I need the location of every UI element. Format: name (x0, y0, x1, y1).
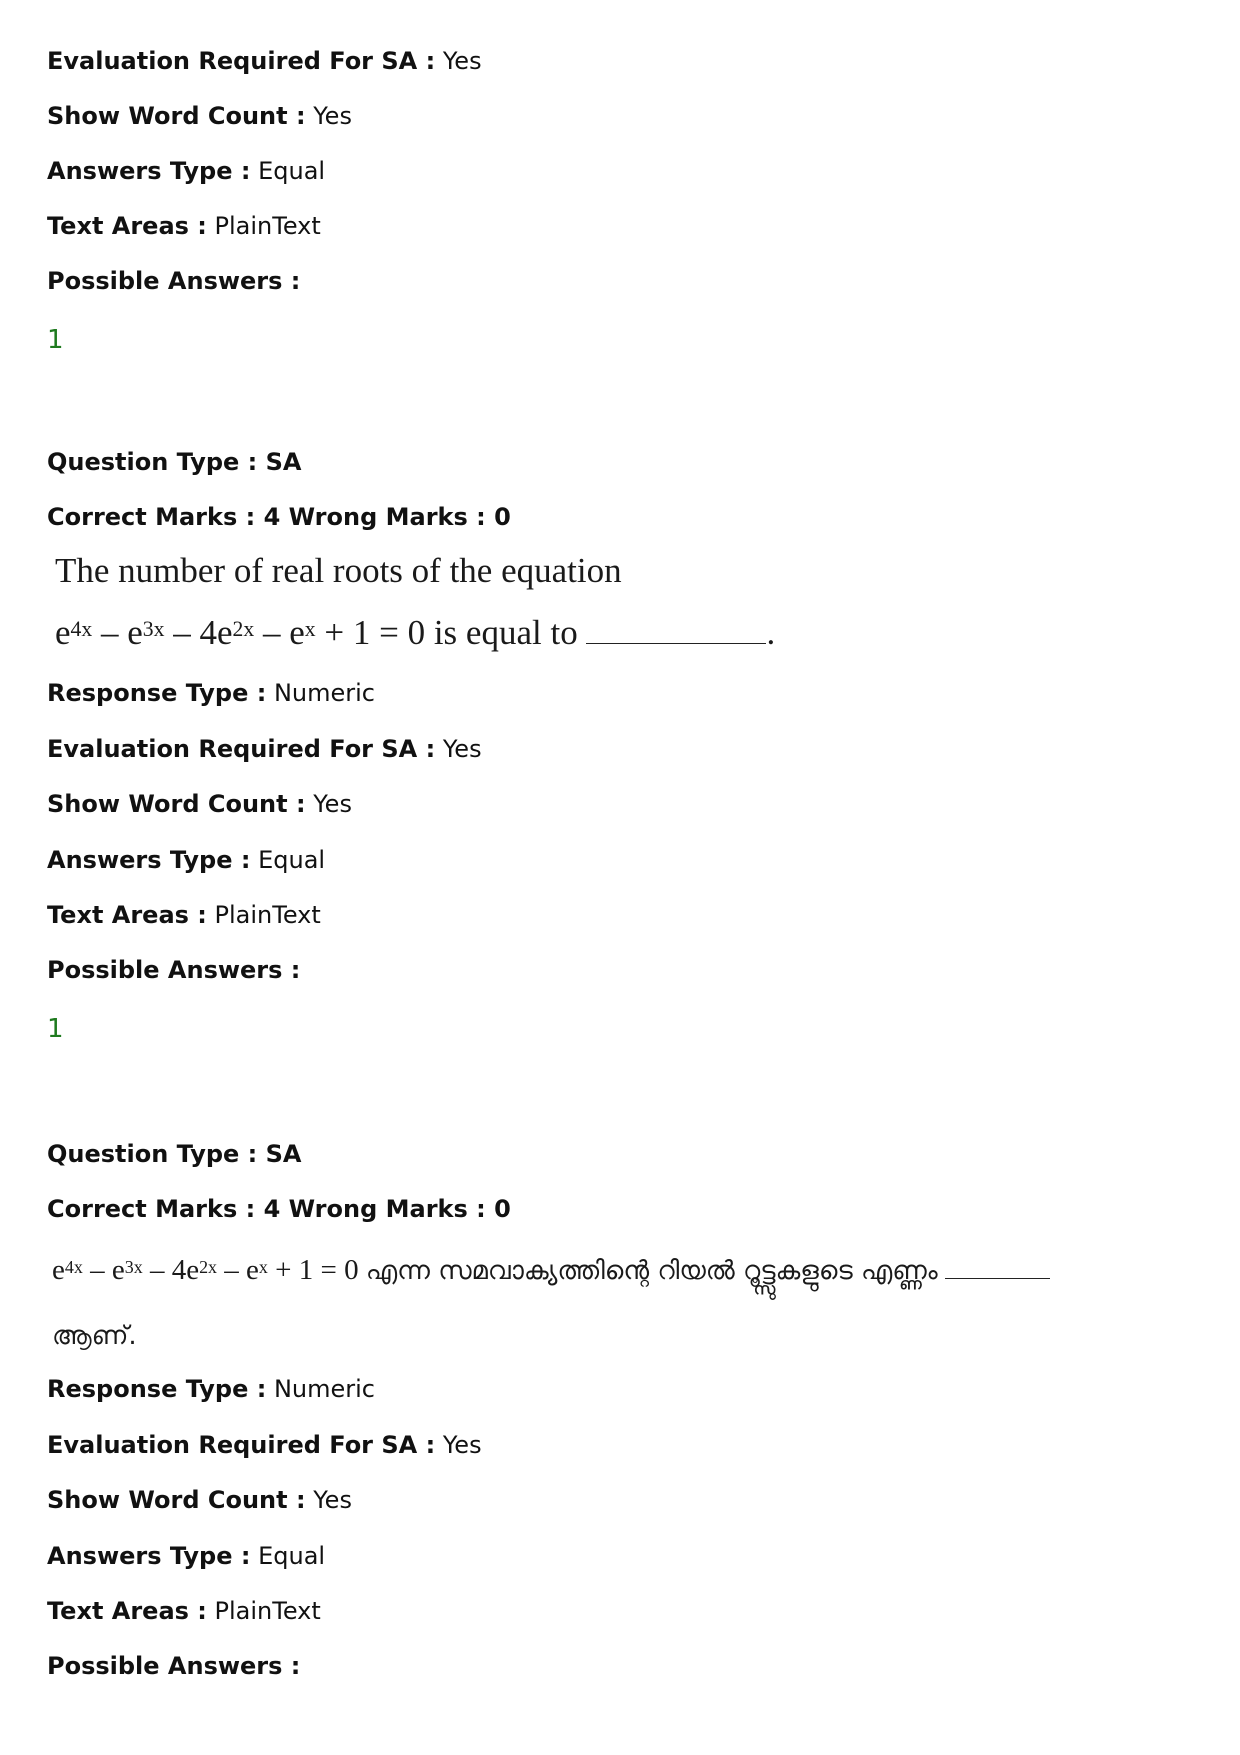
eval-required-row (47, 46, 482, 76)
question-equation (55, 612, 775, 658)
possible-answers-label: Possible Answers : (47, 956, 301, 984)
eq-exp-3: 2x (199, 1256, 218, 1277)
answers-type-label: Answers Type : (47, 846, 251, 874)
question-type-row (47, 447, 301, 477)
eq-tail: + 1 = 0 (315, 613, 426, 652)
eq-base-4: e (246, 1254, 259, 1286)
marks-row (47, 502, 511, 532)
text-areas-label: Text Areas : (47, 901, 207, 929)
possible-answers-label: Possible Answers : (47, 267, 301, 295)
answers-type-label: Answers Type : (47, 157, 251, 185)
answer-blank (945, 1278, 1050, 1279)
answers-type-row (47, 1541, 325, 1571)
eq-tail: + 1 = 0 (267, 1254, 366, 1286)
eq-base-1: e (55, 613, 71, 652)
eq-op-3: – (254, 613, 290, 652)
question-equation-malayalam (52, 1250, 1050, 1293)
question-type-label: Question Type : SA (47, 448, 302, 476)
text-areas-row (47, 211, 321, 241)
response-type-row (47, 678, 375, 708)
eq-base-4: e (289, 613, 305, 652)
marks-row (47, 1194, 511, 1224)
eq-exp-2: 3x (124, 1256, 143, 1277)
eval-required-label: Evaluation Required For SA : (47, 47, 436, 75)
response-type-label: Response Type : (47, 679, 267, 707)
text-areas-label: Text Areas : (47, 212, 207, 240)
answers-type-value: Equal (258, 846, 326, 874)
possible-answers-row (47, 955, 300, 985)
text-areas-row (47, 900, 321, 930)
malayalam-text-line1: എന്ന സമവാക്യത്തിന്റെ റിയൽ റൂട്ട്സുകളുടെ എണ്ണം (365, 1256, 938, 1286)
eval-required-row (47, 1430, 482, 1460)
marks-label: Correct Marks : 4 Wrong Marks : 0 (47, 503, 511, 531)
eq-base-3: e (216, 613, 233, 652)
answer-blank (586, 643, 766, 644)
marks-label: Correct Marks : 4 Wrong Marks : 0 (47, 1195, 511, 1223)
eq-suffix: is equal to (425, 613, 587, 652)
possible-answers-row (47, 1651, 300, 1681)
response-type-value: Numeric (273, 679, 375, 707)
eq-exp-1: 4x (64, 1256, 83, 1277)
word-count-label: Show Word Count : (47, 102, 306, 130)
answers-type-row (47, 156, 325, 186)
possible-answers-label: Possible Answers : (47, 1652, 301, 1680)
eq-base-2: e (127, 613, 143, 652)
eq-op-3: – (217, 1254, 247, 1286)
word-count-value: Yes (313, 1486, 352, 1514)
text-areas-value: PlainText (214, 901, 321, 929)
eq-exp-4: x (258, 1256, 268, 1277)
word-count-row (47, 1485, 352, 1515)
eq-exp-1: 4x (70, 617, 93, 642)
word-count-label: Show Word Count : (47, 790, 306, 818)
eq-exp-2: 3x (142, 617, 165, 642)
eq-exp-3: 2x (232, 617, 255, 642)
eq-op-1: – (82, 1254, 112, 1286)
possible-answers-row (47, 266, 300, 296)
word-count-row (47, 789, 352, 819)
eval-required-value: Yes (442, 1431, 482, 1459)
eq-op-1: – (92, 613, 128, 652)
eq-op-2: – 4 (142, 1254, 187, 1286)
word-count-value: Yes (313, 102, 352, 130)
eq-base-2: e (111, 1254, 125, 1286)
word-count-label: Show Word Count : (47, 1486, 306, 1514)
malayalam-text-line2: ആണ്. (52, 1321, 137, 1351)
eval-required-label: Evaluation Required For SA : (47, 735, 436, 763)
question-type-label: Question Type : SA (47, 1140, 302, 1168)
eq-base-1: e (52, 1254, 65, 1286)
eval-required-row (47, 734, 482, 764)
question-type-row (47, 1139, 301, 1169)
response-type-row (47, 1374, 375, 1404)
eval-required-label: Evaluation Required For SA : (47, 1431, 436, 1459)
answers-type-value: Equal (258, 1542, 326, 1570)
answers-type-label: Answers Type : (47, 1542, 251, 1570)
question-text-line1: The number of real roots of the equation (55, 551, 622, 590)
word-count-row (47, 101, 352, 131)
eq-exp-4: x (304, 617, 316, 642)
eq-end: . (766, 613, 776, 652)
possible-answer-value: 1 (47, 325, 64, 355)
eval-required-value: Yes (442, 735, 482, 763)
response-type-value: Numeric (273, 1375, 375, 1403)
eq-base-3: e (186, 1254, 200, 1286)
answers-type-row (47, 845, 325, 875)
possible-answer-value: 1 (47, 1014, 64, 1044)
word-count-value: Yes (313, 790, 352, 818)
text-areas-value: PlainText (214, 1597, 321, 1625)
answers-type-value: Equal (258, 157, 326, 185)
eval-required-value: Yes (442, 47, 482, 75)
text-areas-value: PlainText (214, 212, 321, 240)
text-areas-label: Text Areas : (47, 1597, 207, 1625)
response-type-label: Response Type : (47, 1375, 267, 1403)
text-areas-row (47, 1596, 321, 1626)
eq-op-2: – 4 (164, 613, 217, 652)
